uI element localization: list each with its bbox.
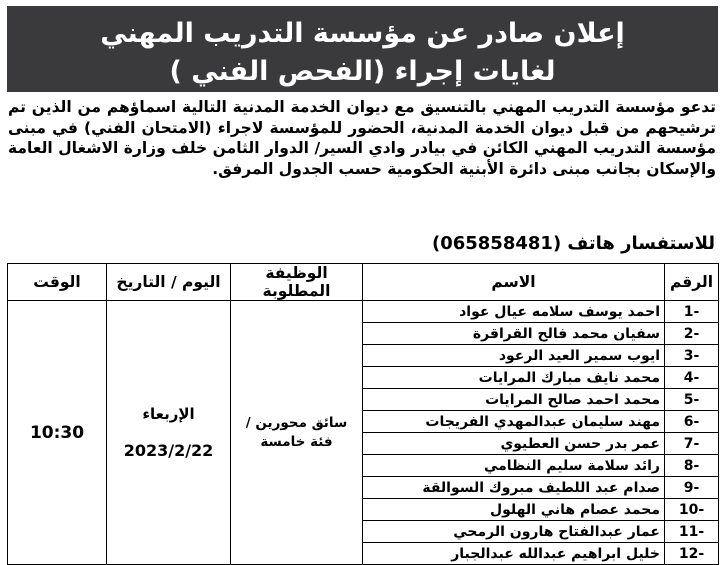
row-number: -2 xyxy=(665,323,719,345)
contact-line: للاستفسار هاتف (065858481) xyxy=(431,233,715,254)
announcement-body xyxy=(8,97,716,179)
header-time: الوقت xyxy=(8,264,107,301)
row-number: -5 xyxy=(665,389,719,411)
announcement-subtitle: لغايات إجراء (الفحص الفني ) xyxy=(169,56,556,87)
row-name: عمار عبدالفتاح هارون الرمحي xyxy=(363,521,665,543)
row-number: -8 xyxy=(665,455,719,477)
announcement-header xyxy=(7,6,718,92)
row-name: احمد يوسف سلامه عيال عواد xyxy=(363,301,665,323)
announcement-paragraph: تدعو مؤسسة التدريب المهني بالتنسيق مع ديوان الخدمة المدنية التالية اسماؤهم من الذين تم ترشيحهم من قبل ديوان الخدمة المدنية، الحضور للمؤسسة لاجراء (الامتحان الفني) في مبنى مؤسسة التدريب المهني الكائن في بيادر وادي السير/ الدوار الثامن خلف وزارة الاشغال العامة والإسكان بجانب مبنى دائرة الأبنية الحكومية حسب الجدول المرفق. xyxy=(8,98,716,178)
exam-date: 2023/2/22 xyxy=(123,441,214,460)
table-row xyxy=(8,301,719,323)
row-name: سفيان محمد فالح القراقرة xyxy=(363,323,665,345)
row-name: ايوب سمير العيد الرعود xyxy=(363,345,665,367)
row-name: خليل ابراهيم عبدالله عبدالجبار xyxy=(363,543,665,565)
row-name: رائد سلامة سليم النظامي xyxy=(363,455,665,477)
job-cell xyxy=(231,301,363,565)
exam-day: الإربعاء xyxy=(142,405,195,423)
row-number: -3 xyxy=(665,345,719,367)
exam-time: 10:30 xyxy=(29,422,85,443)
row-number: -6 xyxy=(665,411,719,433)
row-number: -1 xyxy=(665,301,719,323)
day-date-cell xyxy=(107,301,231,565)
candidates-table xyxy=(7,263,719,565)
job-title: سائق محورين / فئة خامسة xyxy=(245,414,348,450)
row-name: صدام عبد اللطيف مبروك السوالقة xyxy=(363,477,665,499)
row-name: مهند سليمان عبدالمهدي الفريجات xyxy=(363,411,665,433)
header-day: اليوم / التاريخ xyxy=(107,264,231,301)
row-number: -12 xyxy=(665,543,719,565)
row-number: -9 xyxy=(665,477,719,499)
time-cell xyxy=(8,301,107,565)
row-number: -11 xyxy=(665,521,719,543)
row-number: -10 xyxy=(665,499,719,521)
row-number: -7 xyxy=(665,433,719,455)
row-number: -4 xyxy=(665,367,719,389)
row-name: محمد احمد صالح المرايات xyxy=(363,389,665,411)
announcement-title: إعلان صادر عن مؤسسة التدريب المهني xyxy=(100,18,625,49)
row-name: عمر بدر حسن العطيوي xyxy=(363,433,665,455)
table-header-row xyxy=(8,264,719,301)
row-name: محمد نايف مبارك المرايات xyxy=(363,367,665,389)
header-num: الرقم xyxy=(665,264,719,301)
row-name: محمد عصام هاني الهلول xyxy=(363,499,665,521)
header-job: الوظيفة المطلوبة xyxy=(231,264,363,301)
header-name: الاسم xyxy=(363,264,665,301)
